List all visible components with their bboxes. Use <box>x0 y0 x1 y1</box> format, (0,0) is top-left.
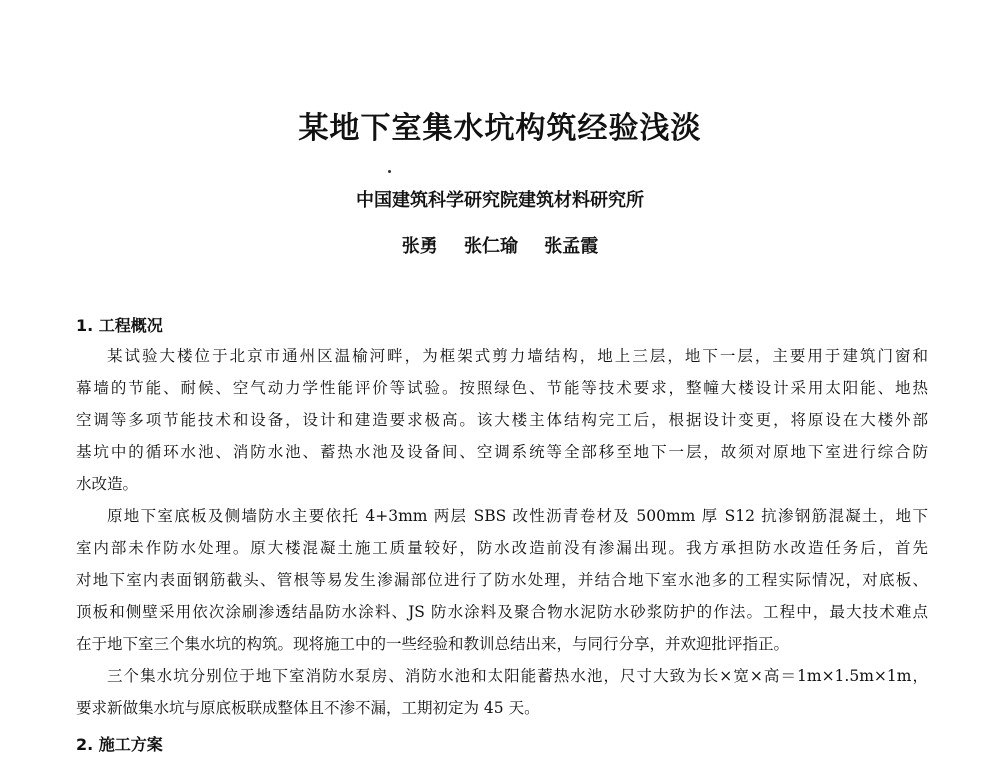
text-line: 室内部未作防水处理。原大楼混凝土施工质量较好，防水改造前没有渗漏出现。我方承担防水改造任务后，首先 <box>76 539 928 557</box>
author-name: 张勇 <box>401 236 438 257</box>
text-line: 空调等多项节能技术和设备，设计和建造要求极高。该大楼主体结构完工后，根据设计变更，将原设在大楼外部 <box>76 411 928 429</box>
text-line: 某试验大楼位于北京市通州区温榆河畔，为框架式剪力墙结构，地上三层，地下一层，主要用于建筑门窗和 <box>107 347 928 365</box>
text-line: 要求新做集水坑与原底板联成整体且不渗不漏，工期初定为 45 天。 <box>76 699 540 717</box>
text-line: 水改造。 <box>76 475 139 493</box>
section-heading-overview: 1. 工程概况 <box>76 316 163 335</box>
stray-dot <box>388 170 391 173</box>
paper-title: 某地下室集水坑构筑经验浅淡 <box>298 111 702 146</box>
text-line: 原地下室底板及侧墙防水主要依托 4+3mm 两层 SBS 改性沥青卷材及 500mm 厚 S12 抗渗钢筋混凝土，地下 <box>107 507 928 525</box>
author-name: 张孟霞 <box>544 236 599 257</box>
author-name: 张仁瑜 <box>464 236 518 257</box>
text-line: 三个集水坑分别位于地下室消防水泵房、消防水池和太阳能蓄热水池，尺寸大致为长×宽×高＝1m×1.5m×1m， <box>107 667 928 685</box>
author-list <box>0 232 1000 258</box>
text-line: 幕墙的节能、耐候、空气动力学性能评价等试验。按照绿色、节能等技术要求，整幢大楼设计采用太阳能、地热 <box>76 379 928 397</box>
text-line: 对地下室内表面钢筋截头、管根等易发生渗漏部位进行了防水处理，并结合地下室水池多的工程实际情况，对底板、 <box>76 571 928 589</box>
section-heading-plan: 2. 施工方案 <box>76 735 163 754</box>
text-line: 基坑中的循环水池、消防水池、蓄热水池及设备间、空调系统等全部移至地下一层，故须对原地下室进行综合防 <box>76 443 928 461</box>
affiliation: 中国建筑科学研究院建筑材料研究所 <box>356 190 644 211</box>
text-line: 在于地下室三个集水坑的构筑。现将施工中的一些经验和教训总结出来，与同行分享，并欢迎批评指正。 <box>76 635 790 653</box>
text-line: 顶板和侧壁采用依次涂刷渗透结晶防水涂料、JS 防水涂料及聚合物水泥防水砂浆防护的作法。工程中，最大技术难点 <box>76 603 928 621</box>
section-body-overview <box>76 340 928 724</box>
